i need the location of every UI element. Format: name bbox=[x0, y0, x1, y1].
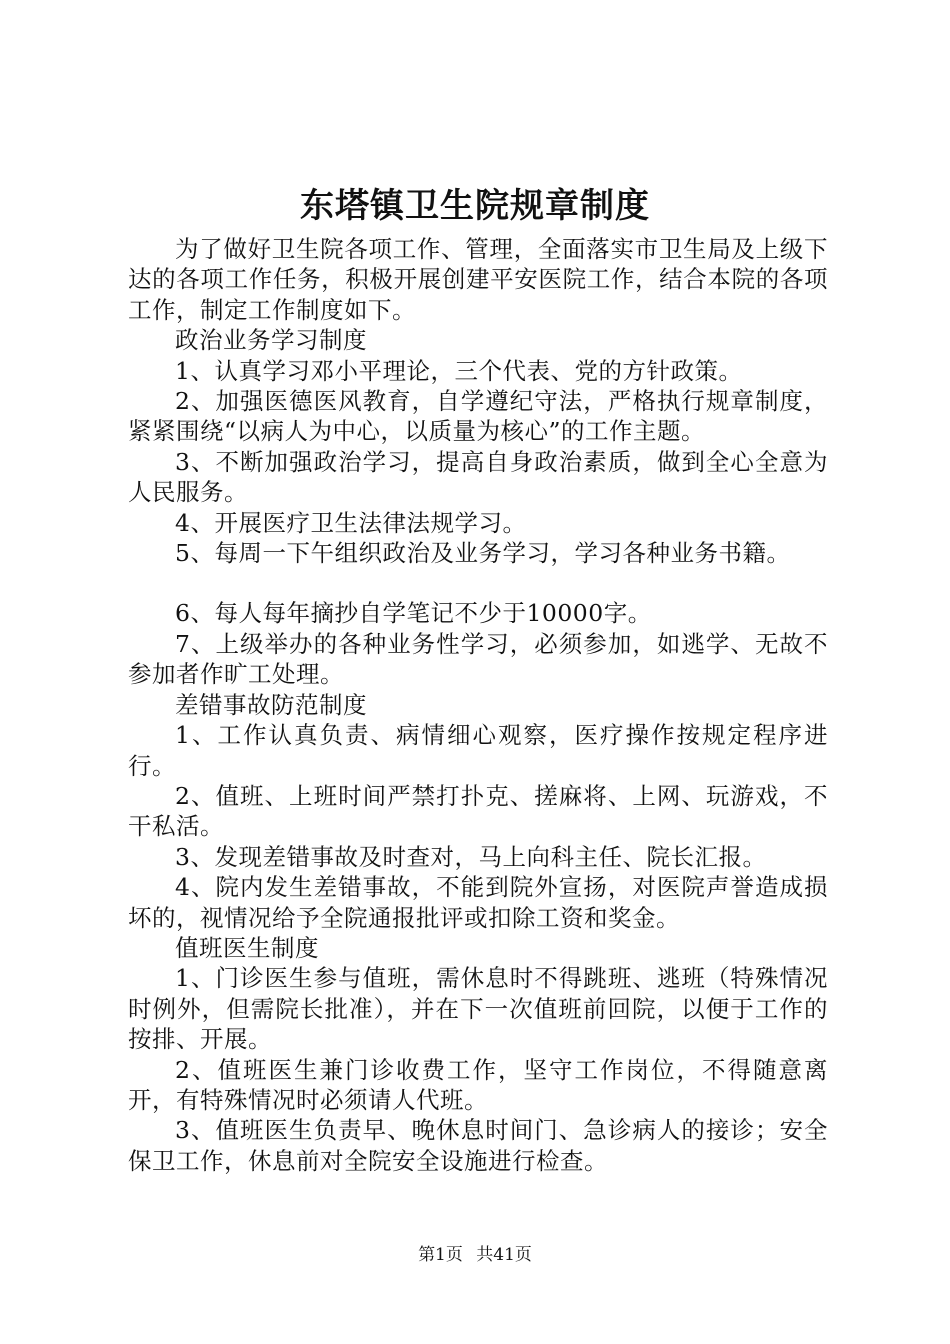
page-footer bbox=[0, 1244, 950, 1266]
duty-rule-1: 1、门诊医生参与值班，需休息时不得跳班、逃班（特殊情况时例外，但需院长批准），并在下一次值班前回院，以便于工作的按排、开展。 bbox=[128, 964, 828, 1054]
study-rule-5: 5、每周一下午组织政治及业务学习，学习各种业务书籍。 bbox=[175, 539, 791, 568]
document-body bbox=[128, 234, 828, 1176]
page-total: 共41页 bbox=[476, 1245, 532, 1265]
section-heading-study: 政治业务学习制度 bbox=[175, 326, 367, 355]
study-rule-2: 2、加强医德医风教育，自学遵纪守法，严格执行规章制度，紧紧围绕“以病人为中心，以质量为核心”的工作主题。 bbox=[128, 387, 828, 446]
page-number: 第1页 bbox=[418, 1245, 463, 1265]
study-rule-1: 1、认真学习邓小平理论，三个代表、党的方针政策。 bbox=[175, 356, 743, 385]
section-heading-duty: 值班医生制度 bbox=[175, 933, 319, 962]
accident-rule-1: 1、工作认真负责、病情细心观察，医疗操作按规定程序进行。 bbox=[128, 721, 828, 780]
duty-rule-3: 3、值班医生负责早、晚休息时间门、急诊病人的接诊；安全保卫工作，休息前对全院安全设施进行检查。 bbox=[128, 1116, 828, 1175]
document-title: 东塔镇卫生院规章制度 bbox=[300, 186, 650, 226]
accident-rule-3: 3、发现差错事故及时查对，马上向科主任、院长汇报。 bbox=[175, 842, 767, 871]
intro-paragraph: 为了做好卫生院各项工作、管理，全面落实市卫生局及上级下达的各项工作任务，积极开展创建平安医院工作，结合本院的各项工作，制定工作制度如下。 bbox=[128, 235, 828, 324]
accident-rule-4: 4、院内发生差错事故，不能到院外宣扬，对医院声誉造成损坏的，视情况给予全院通报批评或扣除工资和奖金。 bbox=[128, 873, 828, 932]
study-rule-3: 3、不断加强政治学习，提高自身政治素质，做到全心全意为人民服务。 bbox=[128, 447, 828, 507]
accident-rule-2: 2、值班、上班时间严禁打扑克、搓麻将、上网、玩游戏，不干私活。 bbox=[128, 781, 828, 841]
section-heading-accident: 差错事故防范制度 bbox=[175, 690, 367, 719]
duty-rule-2: 2、值班医生兼门诊收费工作，坚守工作岗位，不得随意离开，有特殊情况时必须请人代班。 bbox=[128, 1055, 828, 1114]
study-rule-6: 6、每人每年摘抄自学笔记不少于10000字。 bbox=[175, 599, 652, 628]
study-rule-4: 4、开展医疗卫生法律法规学习。 bbox=[175, 508, 527, 537]
study-rule-7: 7、上级举办的各种业务性学习，必须参加，如逃学、无故不参加者作旷工处理。 bbox=[128, 629, 828, 689]
